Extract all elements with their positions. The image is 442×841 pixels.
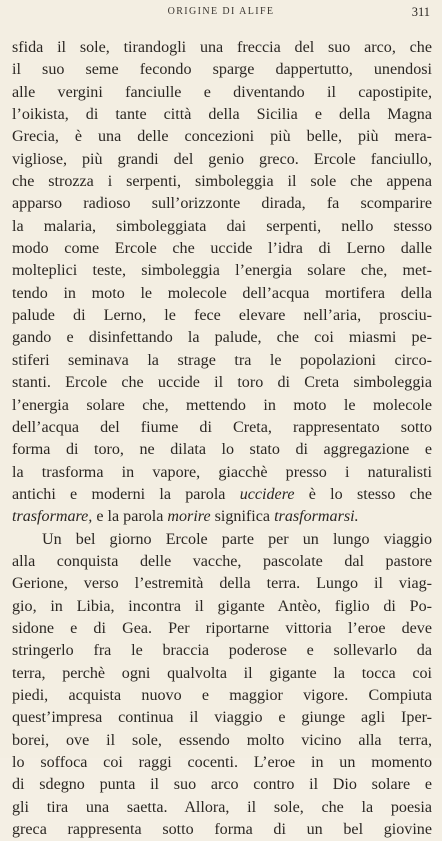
- running-title: ORIGINE DI ALIFE: [167, 6, 275, 17]
- text-line: [12, 82, 432, 104]
- line-text: tendo in moto le molecole dell’acqua mortifera della: [12, 284, 432, 302]
- line-text: l’oikista, di tante città della Sicilia e della Magna: [12, 106, 432, 124]
- text-line: [12, 193, 432, 215]
- text-line: [12, 216, 432, 238]
- text-line: [12, 618, 432, 640]
- line-text: terra, perchè ogni qualvolta il gigante la tocca coi: [12, 664, 432, 682]
- page-number: 311: [411, 5, 430, 19]
- line-text: apparso radioso sull’orizzonte dirada, fa scomparire: [12, 195, 432, 213]
- line-text: gando e disinfettando la palude, che coi miasmi pe-: [12, 329, 432, 347]
- line-text: gio, in Libia, incontra il gigante Antèo, figlio di Po-: [12, 597, 432, 615]
- line-text: Gerione, verso l’estremità della terra. Lungo il viag-: [12, 575, 432, 593]
- text-line: [12, 707, 432, 729]
- text-line: [12, 260, 432, 282]
- italic-word: trasformarsi.: [274, 508, 359, 526]
- text-line: [12, 573, 432, 595]
- text-line: [12, 506, 432, 528]
- text-line: [12, 797, 432, 819]
- text-line: [12, 238, 432, 260]
- body-text: [12, 37, 432, 841]
- line-text: quest’impresa continua il viaggio e giunge agli Iper-: [12, 709, 432, 727]
- line-text: modo come Ercole che uccide l’idra di Lerno dalle: [12, 240, 432, 258]
- text-line: [12, 283, 432, 305]
- line-text: l’energia solare che, mettendo in moto le molecole: [12, 396, 432, 414]
- line-text: il suo seme fecondo sparge dappertutto, unendosi: [12, 61, 432, 79]
- line-text: borei, ove il sole, essendo molto vicino alla terra,: [12, 731, 432, 749]
- line-text: gli tira una saetta. Allora, il sole, che la poesia: [12, 798, 432, 816]
- text-line: [12, 59, 432, 81]
- text-line: [12, 596, 432, 618]
- line-text: Grecia, è una delle concezioni più belle, più mera-: [12, 128, 432, 146]
- text-line: [12, 395, 432, 417]
- line-text: stringerlo fra le braccia poderose e sollevarlo da: [12, 642, 432, 660]
- text-line: [12, 663, 432, 685]
- line-text: stanti. Ercole che uccide il toro di Creta simboleggia: [12, 374, 432, 392]
- line-text: Un bel giorno Ercole parte per un lungo viaggio: [42, 530, 432, 548]
- line-text: che strozza i serpenti, simboleggia il sole che appena: [12, 173, 432, 191]
- text-line: [12, 685, 432, 707]
- line-text: antichi e moderni la parola: [12, 485, 240, 503]
- italic-word: uccidere: [239, 485, 295, 503]
- italic-word: trasformare,: [12, 508, 93, 526]
- text-line: [12, 305, 432, 327]
- line-text: greca rappresenta sotto forma di un bel giovine: [12, 821, 432, 839]
- line-text: alla conquista delle vacche, pascolate dal pastore: [12, 552, 432, 570]
- line-text: stiferi seminava la strage tra le popolazioni circo-: [12, 351, 432, 369]
- text-line: [12, 372, 432, 394]
- text-line: [12, 462, 432, 484]
- line-text: di sdegno punta il suo arco contro il Dio solare e: [12, 776, 432, 794]
- line-text: vigliose, più grandi del genio greco. Ercole fanciullo,: [12, 150, 432, 168]
- text-line: [12, 529, 432, 551]
- line-text: significa: [210, 508, 275, 526]
- line-text: sidone e di Gea. Per riportarne vittoria l’eroe deve: [12, 619, 432, 637]
- line-text: piedi, acquista nuovo e maggior vigore. Compiuta: [12, 686, 432, 704]
- page-header: [0, 6, 442, 22]
- line-text: alle vergini fanciulle e diventando il capostipite,: [12, 83, 432, 101]
- line-text: dell’acqua del fiume di Creta, rappresentato sotto: [12, 418, 432, 436]
- line-text: forma di toro, ne dilata lo stato di aggregazione e: [12, 441, 432, 459]
- text-line: [12, 327, 432, 349]
- line-text: palude di Lerno, le fece elevare nell’aria, prosciu-: [12, 307, 432, 325]
- text-line: [12, 819, 432, 841]
- text-line: [12, 37, 432, 59]
- line-text: la malaria, simboleggiata dai serpenti, nello stesso: [12, 217, 432, 235]
- text-line: [12, 439, 432, 461]
- text-line: [12, 730, 432, 752]
- text-line: [12, 640, 432, 662]
- italic-word: morire: [167, 508, 211, 526]
- text-line: [12, 417, 432, 439]
- line-text: e la parola: [92, 508, 168, 526]
- line-text: sfida il sole, tirandogli una freccia del suo arco, che: [12, 39, 432, 56]
- text-line: [12, 149, 432, 171]
- line-text: la trasforma in vapore, giacchè presso i naturalisti: [12, 463, 432, 481]
- text-line: [12, 350, 432, 372]
- text-line: [12, 551, 432, 573]
- line-text: lo soffoca coi raggi cocenti. L’eroe in un momento: [12, 754, 432, 771]
- line-text: è lo stesso che: [294, 485, 432, 503]
- text-line: [12, 752, 432, 774]
- text-line: [12, 484, 432, 506]
- text-line: [12, 104, 432, 126]
- line-text: molteplici teste, simboleggia l’energia solare che, met-: [12, 262, 432, 280]
- text-line: [12, 171, 432, 193]
- text-line: [12, 774, 432, 796]
- text-line: [12, 126, 432, 148]
